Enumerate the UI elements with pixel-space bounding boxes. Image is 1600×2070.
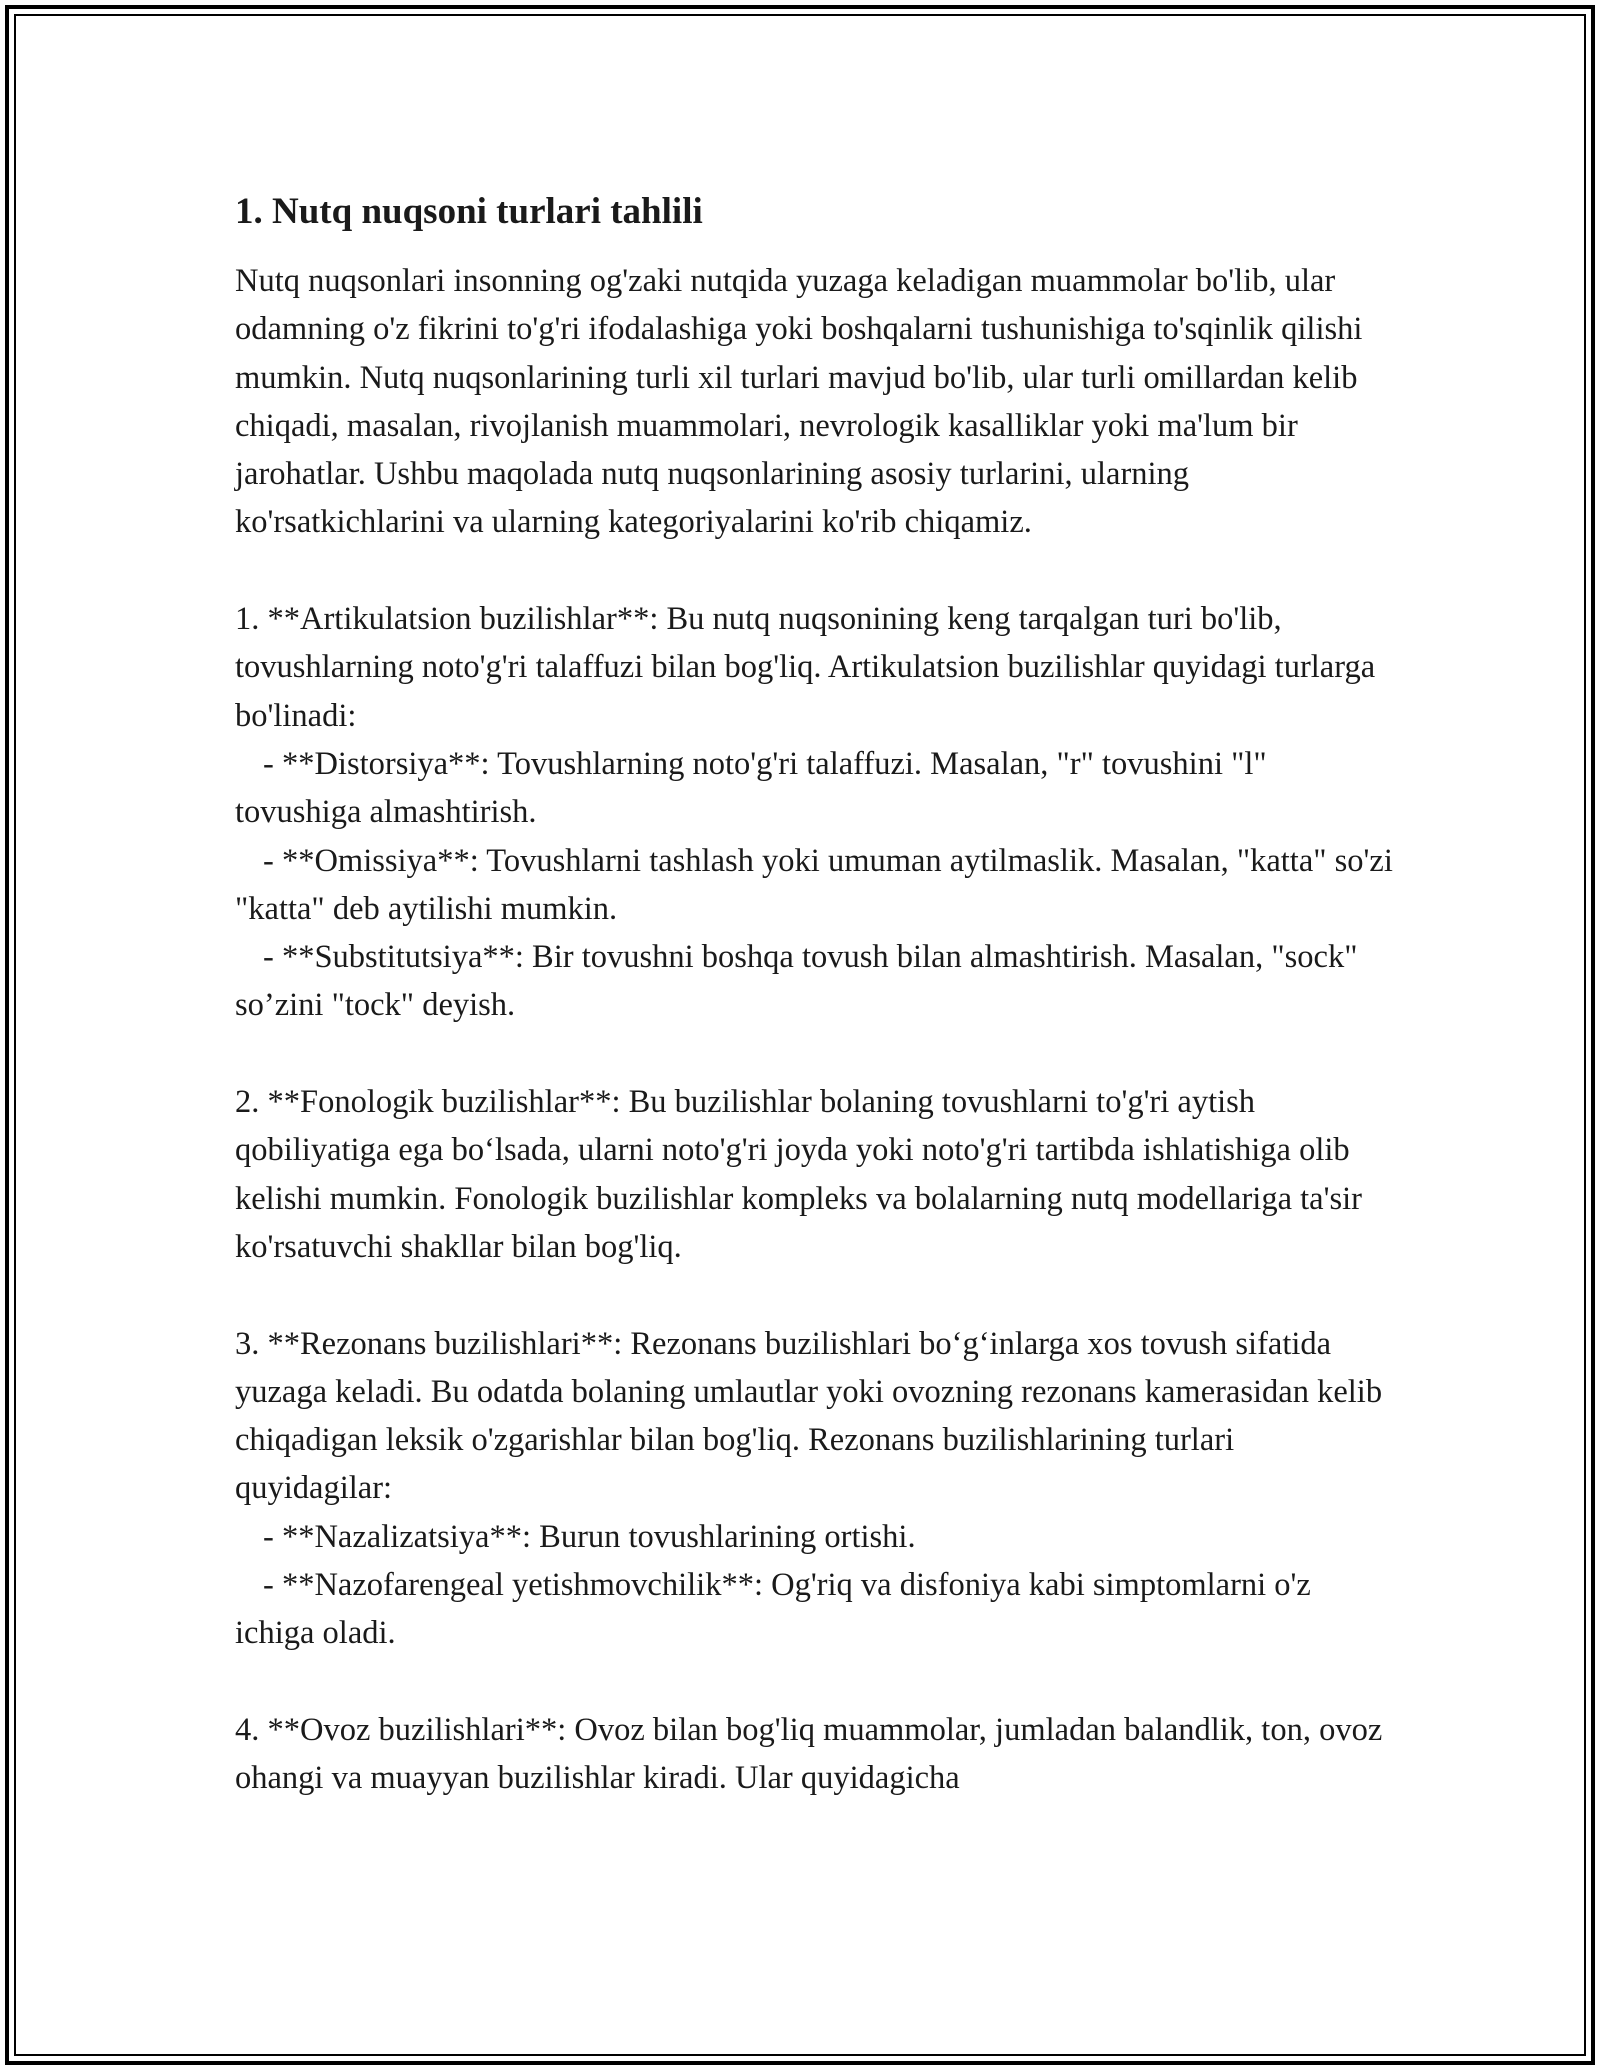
section-3-item-nazofarengeal: - **Nazofarengeal yetishmovchilik**: Og'riq va disfoniya kabi simptomlarni o'z ichiga oladi. bbox=[235, 1567, 1311, 1652]
paragraph-gap bbox=[235, 1658, 1395, 1706]
section-1-item-omissiya: - **Omissiya**: Tovushlarni tashlash yoki umuman aytilmaslik. Masalan, "katta" so'zi "katta" deb aytilishi mumkin. bbox=[235, 842, 1393, 927]
section-1-item-distorsiya: - **Distorsiya**: Tovushlarning noto'g'ri talaffuzi. Masalan, "r" tovushini "l" tovushiga almashtirish. bbox=[235, 745, 1267, 831]
section-3-paragraph: 3. **Rezonans buzilishlari**: Rezonans buzilishlari bo‘g‘inlarga xos tovush sifatida yuzaga keladi. Bu odatda bolaning umlautlar yoki ovozning rezonans kamerasidan kelib chiqadigan leksik o'zgarishlar bilan bog'liq. Rezonans buzilishlarining turlari quyidagilar: bbox=[235, 1325, 1383, 1507]
section-heading: 1. Nutq nuqsoni turlari tahlili bbox=[235, 191, 703, 232]
paragraph-gap bbox=[235, 1030, 1395, 1078]
paragraph-gap bbox=[235, 547, 1395, 595]
section-2-paragraph: 2. **Fonologik buzilishlar**: Bu buzilishlar bolaning tovushlarni to'g'ri aytish qobiliyatiga ega bo‘lsada, ularni noto'g'ri joyda yoki noto'g'ri tartibda ishlatishiga olib kelishi mumkin. Fonologik buzilishlar kompleks va bolalarning nutq modellariga ta'sir ko'rsatuvchi shakllar bilan bog'liq. bbox=[235, 1084, 1362, 1265]
section-1-paragraph: 1. **Artikulatsion buzilishlar**: Bu nutq nuqsonining keng tarqalgan turi bo'lib, tovushlarning noto'g'ri talaffuzi bilan bog'liq. Artikulatsion buzilishlar quyidagi turlarga bo'linadi: bbox=[235, 601, 1376, 734]
section-1-item-substitutsiya: - **Substitutsiya**: Bir tovushni boshqa tovush bilan almashtirish. Masalan, "sock" so’zini "tock" deyish. bbox=[235, 939, 1358, 1024]
section-3-item-nazalizatsiya: - **Nazalizatsiya**: Burun tovushlarining ortishi. bbox=[263, 1518, 916, 1555]
paragraph-gap bbox=[235, 1271, 1395, 1319]
document-body bbox=[235, 188, 1395, 1803]
intro-paragraph: Nutq nuqsonlari insonning og'zaki nutqida yuzaga keladigan muammolar bo'lib, ular odamning o'z fikrini to'g'ri ifodalashiga yoki boshqalarni tushunishiga to'sqinlik qilishi mumkin. Nutq nuqsonlarining turli xil turlari mavjud bo'lib, ular turli omillardan kelib chiqadi, masalan, rivojlanish muammolari, nevrologik kasalliklar yoki ma'lum bir jarohatlar. Ushbu maqolada nutq nuqsonlarining asosiy turlarini, ularning ko'rsatkichlarini va ularning kategoriyalarini ko'rib chiqamiz. bbox=[235, 263, 1363, 541]
section-4-paragraph: 4. **Ovoz buzilishlari**: Ovoz bilan bog'liq muammolar, jumladan balandlik, ton, ovoz ohangi va muayyan buzilishlar kiradi. Ular quyidagicha bbox=[235, 1711, 1383, 1797]
